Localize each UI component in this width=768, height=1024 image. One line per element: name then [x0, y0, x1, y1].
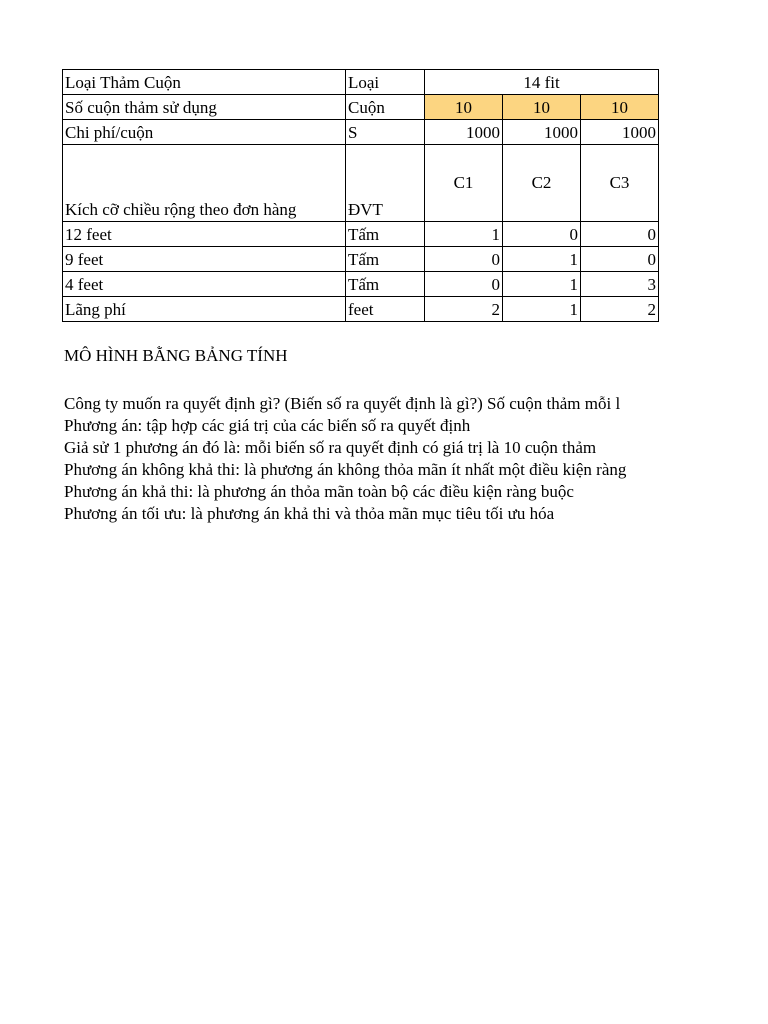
- cell-column-c2[interactable]: C2: [503, 145, 581, 222]
- table-row-cost-per-roll: [63, 120, 659, 145]
- table-row: [63, 272, 659, 297]
- cell-merged-type-value[interactable]: 14 fit: [425, 70, 659, 95]
- cell-value[interactable]: 0: [581, 247, 659, 272]
- cell-value[interactable]: 0: [425, 247, 503, 272]
- cell-label[interactable]: Lãng phí: [63, 297, 346, 322]
- text-line[interactable]: Phương án không khả thi: là phương án không thỏa mãn ít nhất một điều kiện ràng: [64, 460, 627, 479]
- cell-column-c1[interactable]: C1: [425, 145, 503, 222]
- cell-cost-c3[interactable]: 1000: [581, 120, 659, 145]
- section-title[interactable]: MÔ HÌNH BẰNG BẢNG TÍNH: [64, 346, 288, 365]
- table-row-size-header: [63, 145, 659, 222]
- cell-cost-c2[interactable]: 1000: [503, 120, 581, 145]
- cell-rolls-c2[interactable]: 10: [503, 95, 581, 120]
- cell-value[interactable]: 0: [425, 272, 503, 297]
- cell-column-c3[interactable]: C3: [581, 145, 659, 222]
- cell-value[interactable]: 2: [581, 297, 659, 322]
- cell-value[interactable]: 1: [425, 222, 503, 247]
- text-line[interactable]: Giả sử 1 phương án đó là: mỗi biến số ra quyết định có giá trị là 10 cuộn thảm: [64, 438, 597, 457]
- cell-value[interactable]: 2: [425, 297, 503, 322]
- cell-unit[interactable]: S: [346, 120, 425, 145]
- cell-label[interactable]: Kích cỡ chiều rộng theo đơn hàng: [63, 145, 346, 222]
- cell-unit[interactable]: Tấm: [346, 272, 425, 297]
- text-line[interactable]: Phương án tối ưu: là phương án khả thi và thỏa mãn mục tiêu tối ưu hóa: [64, 504, 555, 523]
- cell-unit[interactable]: Loại: [346, 70, 425, 95]
- cell-label[interactable]: Chi phí/cuộn: [63, 120, 346, 145]
- cell-value[interactable]: 1: [503, 247, 581, 272]
- table-row: [63, 222, 659, 247]
- cell-label[interactable]: 4 feet: [63, 272, 346, 297]
- paragraph-block: [64, 393, 684, 525]
- cell-unit[interactable]: Cuộn: [346, 95, 425, 120]
- cell-value[interactable]: 0: [503, 222, 581, 247]
- spreadsheet-table: [62, 69, 659, 322]
- cell-rolls-c1[interactable]: 10: [425, 95, 503, 120]
- cell-rolls-c3[interactable]: 10: [581, 95, 659, 120]
- table-row-rolls-used: [63, 95, 659, 120]
- text-line[interactable]: Phương án: tập hợp các giá trị của các biến số ra quyết định: [64, 416, 471, 435]
- cell-label[interactable]: 9 feet: [63, 247, 346, 272]
- cell-value[interactable]: 1: [503, 272, 581, 297]
- cell-unit[interactable]: ĐVT: [346, 145, 425, 222]
- cell-cost-c1[interactable]: 1000: [425, 120, 503, 145]
- cell-unit[interactable]: feet: [346, 297, 425, 322]
- cell-unit[interactable]: Tấm: [346, 247, 425, 272]
- text-line[interactable]: Phương án khả thi: là phương án thỏa mãn toàn bộ các điều kiện ràng buộc: [64, 482, 574, 501]
- cell-label[interactable]: 12 feet: [63, 222, 346, 247]
- cell-value[interactable]: 0: [581, 222, 659, 247]
- text-line[interactable]: Công ty muốn ra quyết định gì? (Biến số ra quyết định là gì?) Số cuộn thảm mỗi l: [64, 394, 621, 413]
- cell-unit[interactable]: Tấm: [346, 222, 425, 247]
- table-row-carpet-type: [63, 70, 659, 95]
- cell-value[interactable]: 3: [581, 272, 659, 297]
- cell-value[interactable]: 1: [503, 297, 581, 322]
- cell-label[interactable]: Số cuộn thảm sử dụng: [63, 95, 346, 120]
- table-row: [63, 247, 659, 272]
- table-row: [63, 297, 659, 322]
- cell-label[interactable]: Loại Thảm Cuộn: [63, 70, 346, 95]
